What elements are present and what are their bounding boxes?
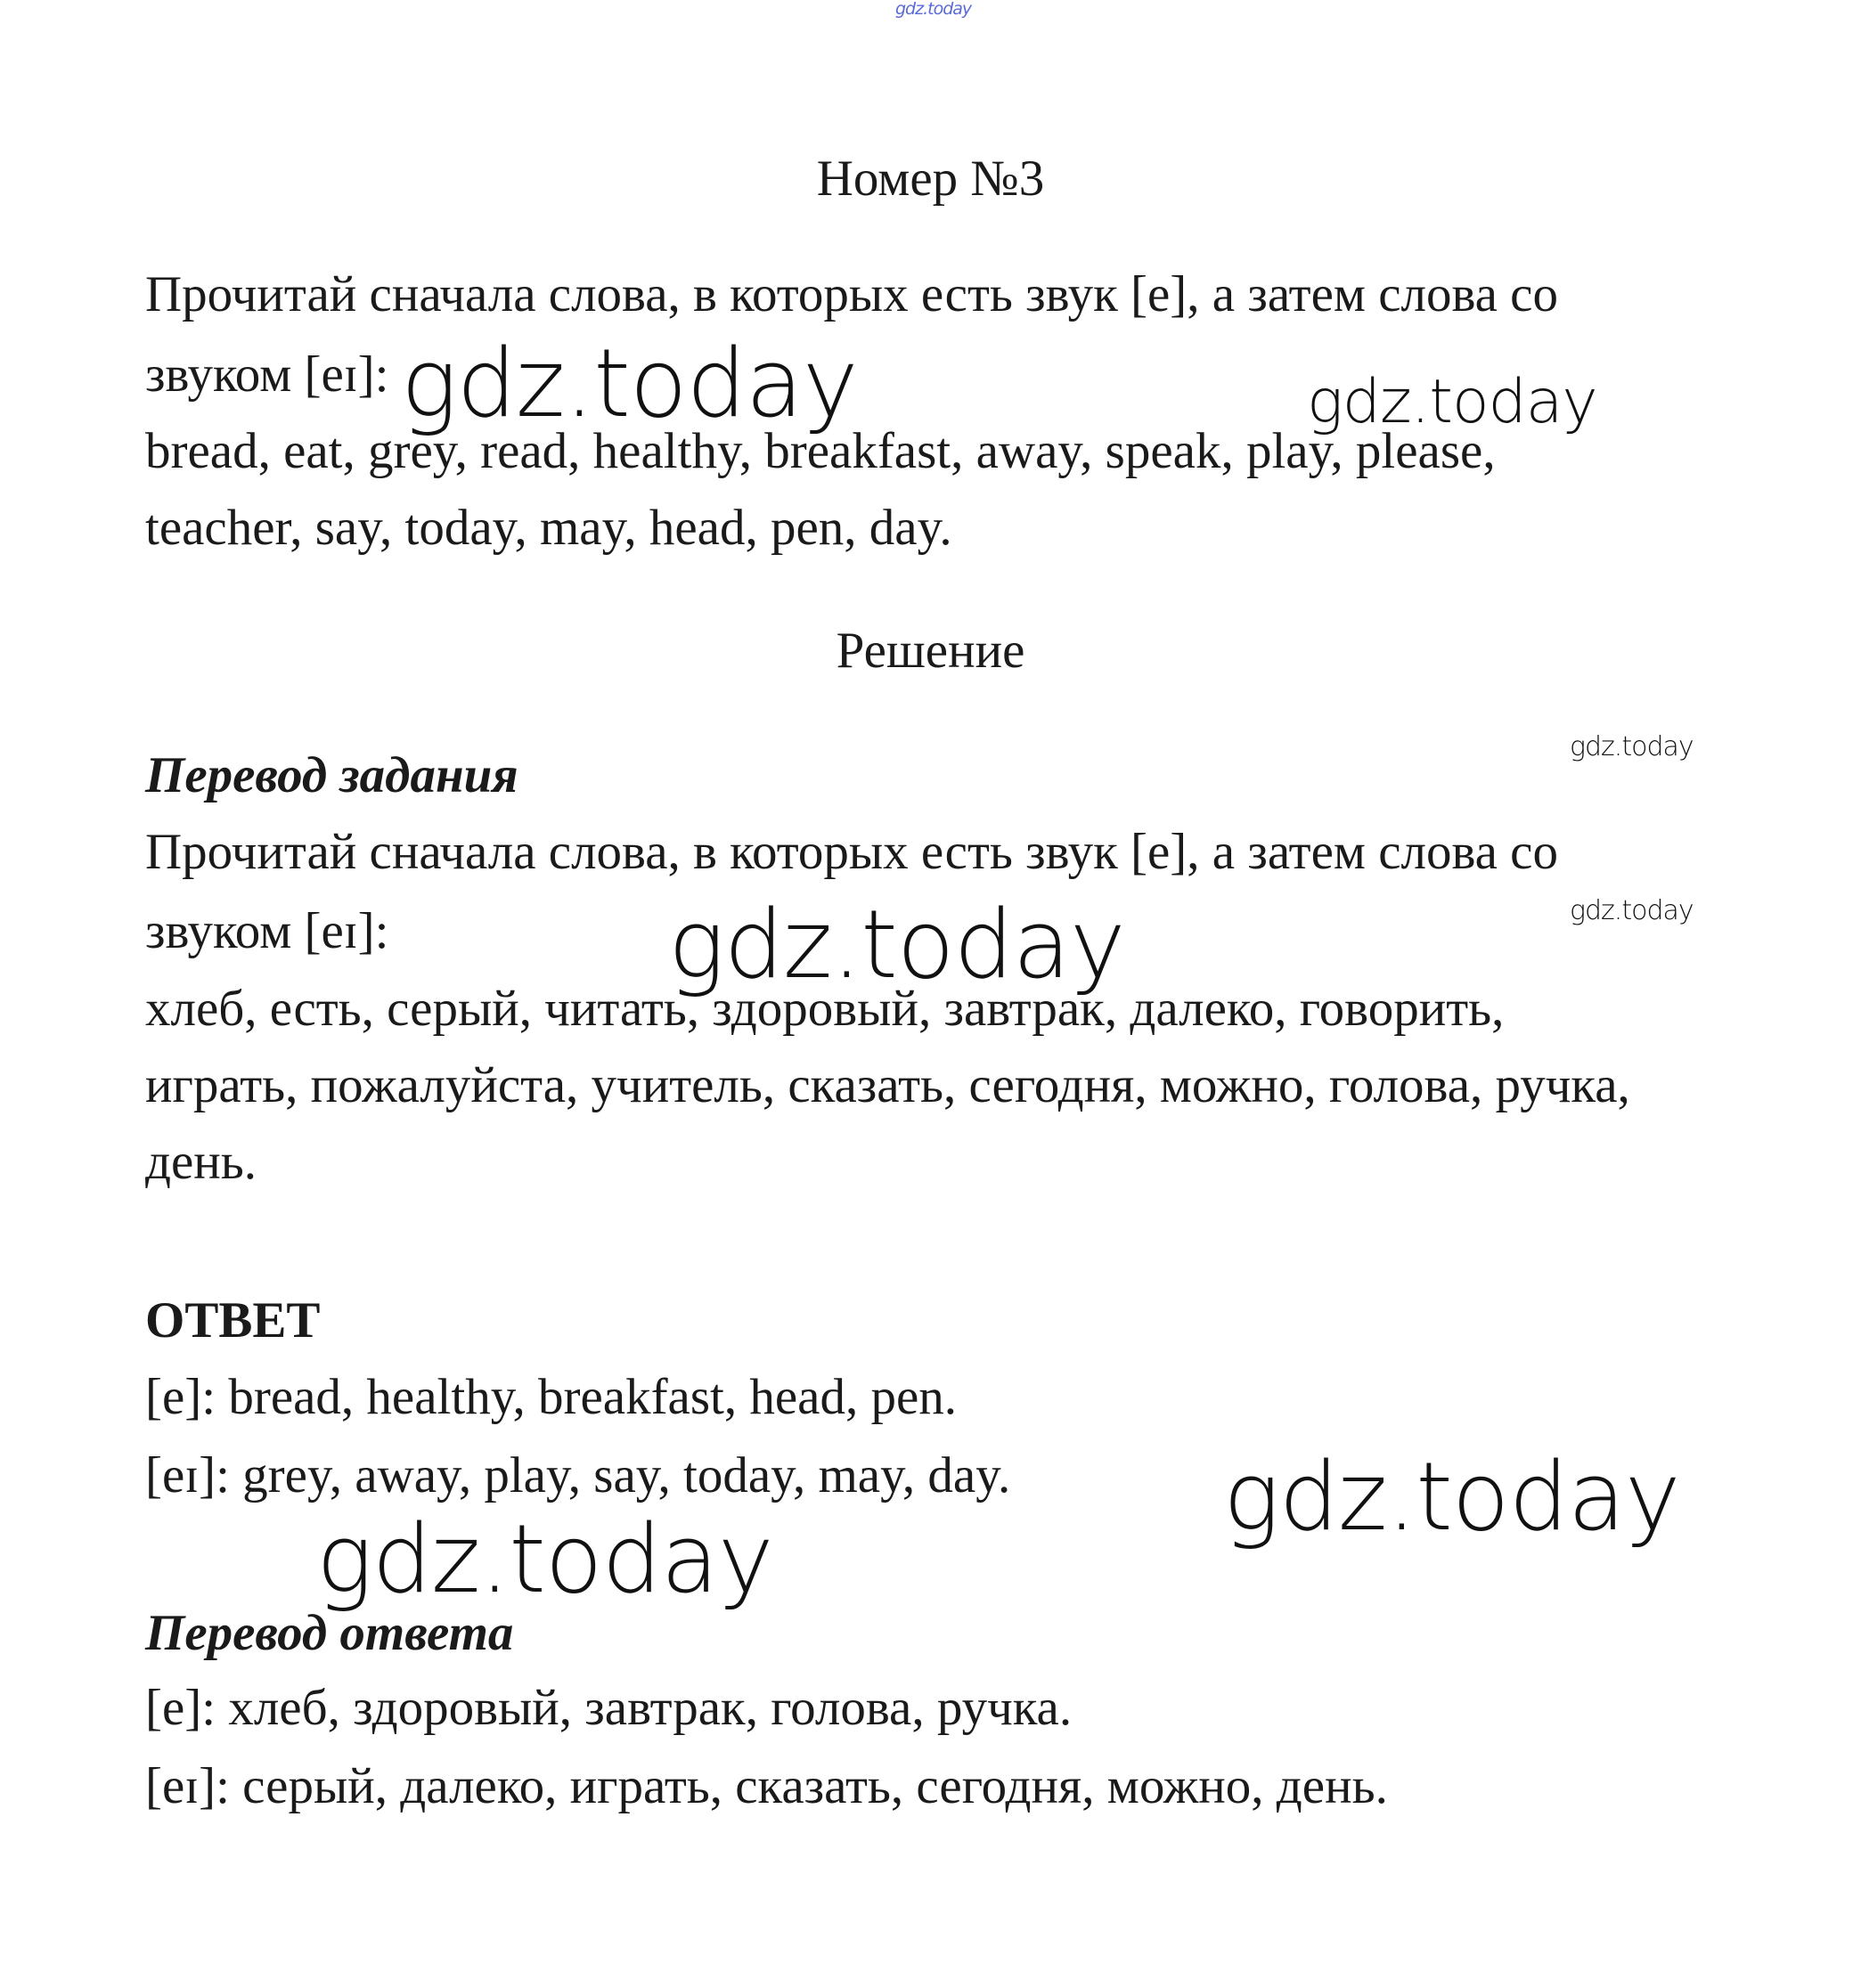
watermark-large-1: gdz.today [401,329,858,438]
answer-heading: ОТВЕТ [145,1292,321,1348]
translation-line-2: звуком [eɪ]: [145,903,389,959]
top-watermark: gdz.today [895,0,972,19]
task-line-4: teacher, say, today, may, head, pen, day. [145,500,952,556]
answer-translation-line-ei: [eɪ]: серый, далеко, играть, сказать, сегодня, можно, день. [145,1758,1388,1814]
translation-line-4: играть, пожалуйста, учитель, сказать, сегодня, можно, голова, ручка, [145,1057,1630,1113]
answer-line-ei: [eɪ]: grey, away, play, say, today, may, day. [145,1447,1011,1503]
task-line-1: Прочитай сначала слова, в которых есть звук [e], а затем слова со [145,266,1558,322]
watermark-medium-1: gdz.today [1307,367,1597,437]
translation-heading: Перевод задания [145,747,518,803]
page-title: Номер №3 [816,151,1045,207]
translation-line-5: день. [145,1134,257,1190]
task-line-2: звуком [eɪ]: [145,346,389,403]
watermark-small-2: gdz.today [1570,895,1694,926]
answer-translation-line-e: [e]: хлеб, здоровый, завтрак, голова, ручка. [145,1680,1073,1736]
watermark-small-1: gdz.today [1570,731,1694,762]
translation-line-3: хлеб, есть, серый, читать, здоровый, завтрак, далеко, говорить, [145,981,1505,1037]
answer-translation-heading: Перевод ответа [145,1605,514,1661]
task-line-3: bread, eat, grey, read, healthy, breakfast, away, speak, play, please, [145,423,1496,479]
answer-line-e: [e]: bread, healthy, breakfast, head, pen. [145,1369,958,1425]
translation-line-1: Прочитай сначала слова, в которых есть звук [e], а затем слова со [145,824,1558,880]
watermark-large-2: gdz.today [668,890,1125,999]
watermark-large-3: gdz.today [1223,1442,1680,1552]
solution-title: Решение [836,623,1025,679]
watermark-large-4: gdz.today [316,1504,773,1614]
